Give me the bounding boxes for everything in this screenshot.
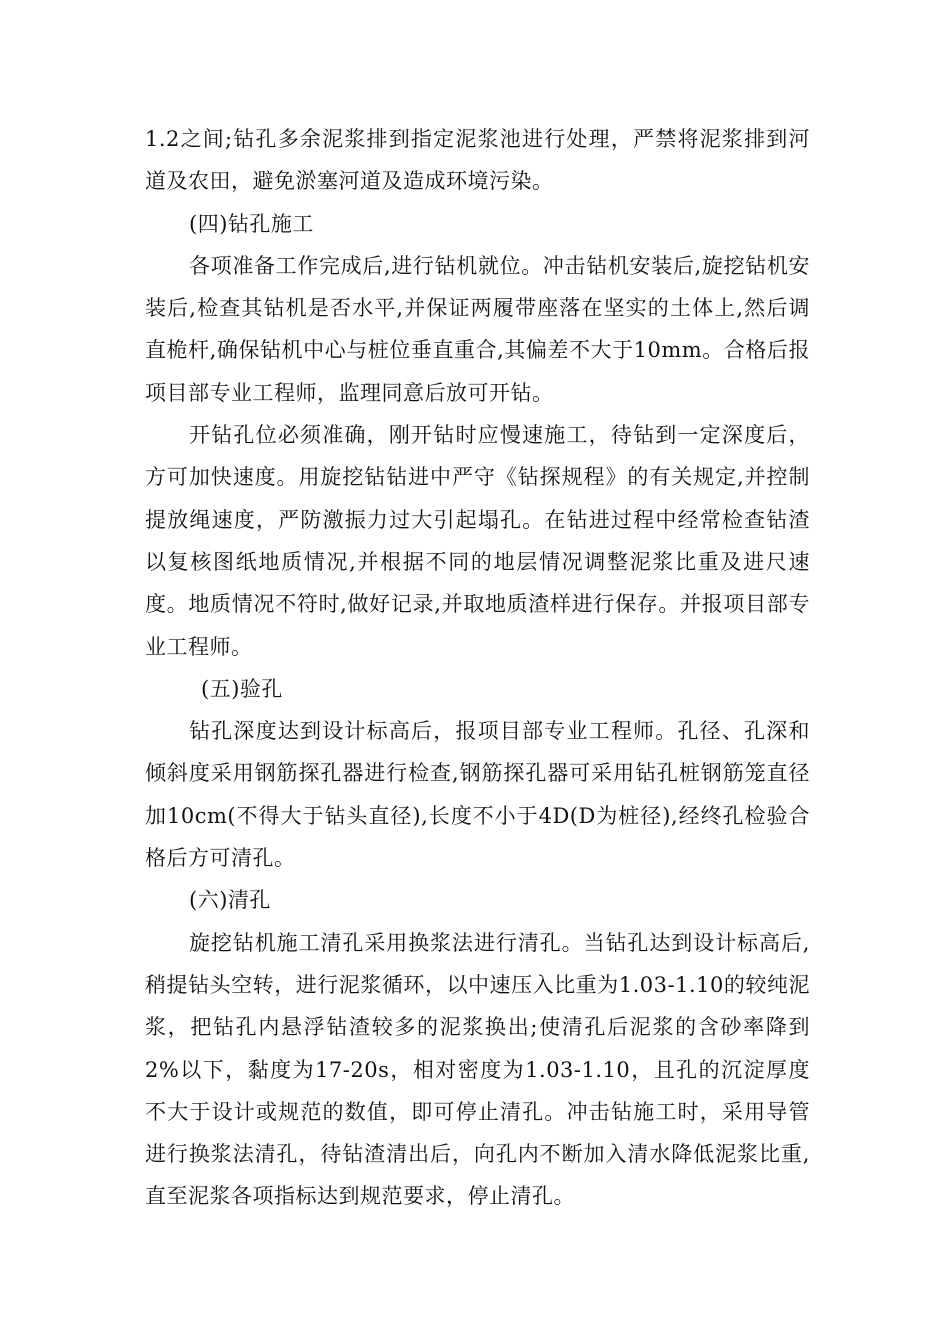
paragraph-mud-disposal: 1.2之间;钻孔多余泥浆排到指定泥浆池进行处理，严禁将泥浆排到河道及农田，避免淤塞河道及造成环境污染。: [145, 127, 810, 194]
section-heading-hole-inspection: (五)验孔: [201, 676, 283, 701]
document-body: [145, 118, 810, 1218]
paragraph-rig-positioning: 各项准备工作完成后,进行钻机就位。冲击钻机安装后,旋挖钻机安装后,检查其钻机是否水平,并保证两履带座落在坚实的土体上,然后调直桅杆,确保钻机中心与桩位垂直重合,其偏差不大于10mm。合格后报项目部专业工程师，监理同意后放可开钻。: [145, 253, 810, 405]
paragraph-drilling-start: 开钻孔位必须准确，刚开钻时应慢速施工，待钻到一定深度后，方可加快速度。用旋挖钻钻进中严守《钻探规程》的有关规定,并控制提放绳速度，严防激振力过大引起塌孔。在钻进过程中经常检查钻渣以复核图纸地质情况,并根据不同的地层情况调整泥浆比重及进尺速度。地质情况不符时,做好记录,并取地质渣样进行保存。并报项目部专业工程师。: [145, 423, 810, 659]
paragraph-hole-inspection: 钻孔深度达到设计标高后，报项目部专业工程师。孔径、孔深和倾斜度采用钢筋探孔器进行检查,钢筋探孔器可采用钻孔桩钢筋笼直径加10cm(不得大于钻头直径),长度不小于4D(D为桩径),经终孔检验合格后方可清孔。: [145, 719, 810, 871]
section-heading-hole-cleaning: (六)清孔: [189, 888, 271, 913]
paragraph-hole-cleaning: 旋挖钻机施工清孔采用换浆法进行清孔。当钻孔达到设计标高后,稍提钻头空转，进行泥浆循环，以中速压入比重为1.03-1.10的较纯泥浆，把钻孔内悬浮钻渣较多的泥浆换出;使清孔后泥浆的含砂率降到2%以下，黏度为17-20s，相对密度为1.03-1.10，且孔的沉淀厚度不大于设计或规范的数值，即可停止清孔。冲击钻施工时，采用导管进行换浆法清孔，待钻渣清出后，向孔内不断加入清水降低泥浆比重,直至泥浆各项指标达到规范要求，停止清孔。: [145, 930, 810, 1209]
section-heading-drilling: (四)钻孔施工: [189, 211, 314, 236]
